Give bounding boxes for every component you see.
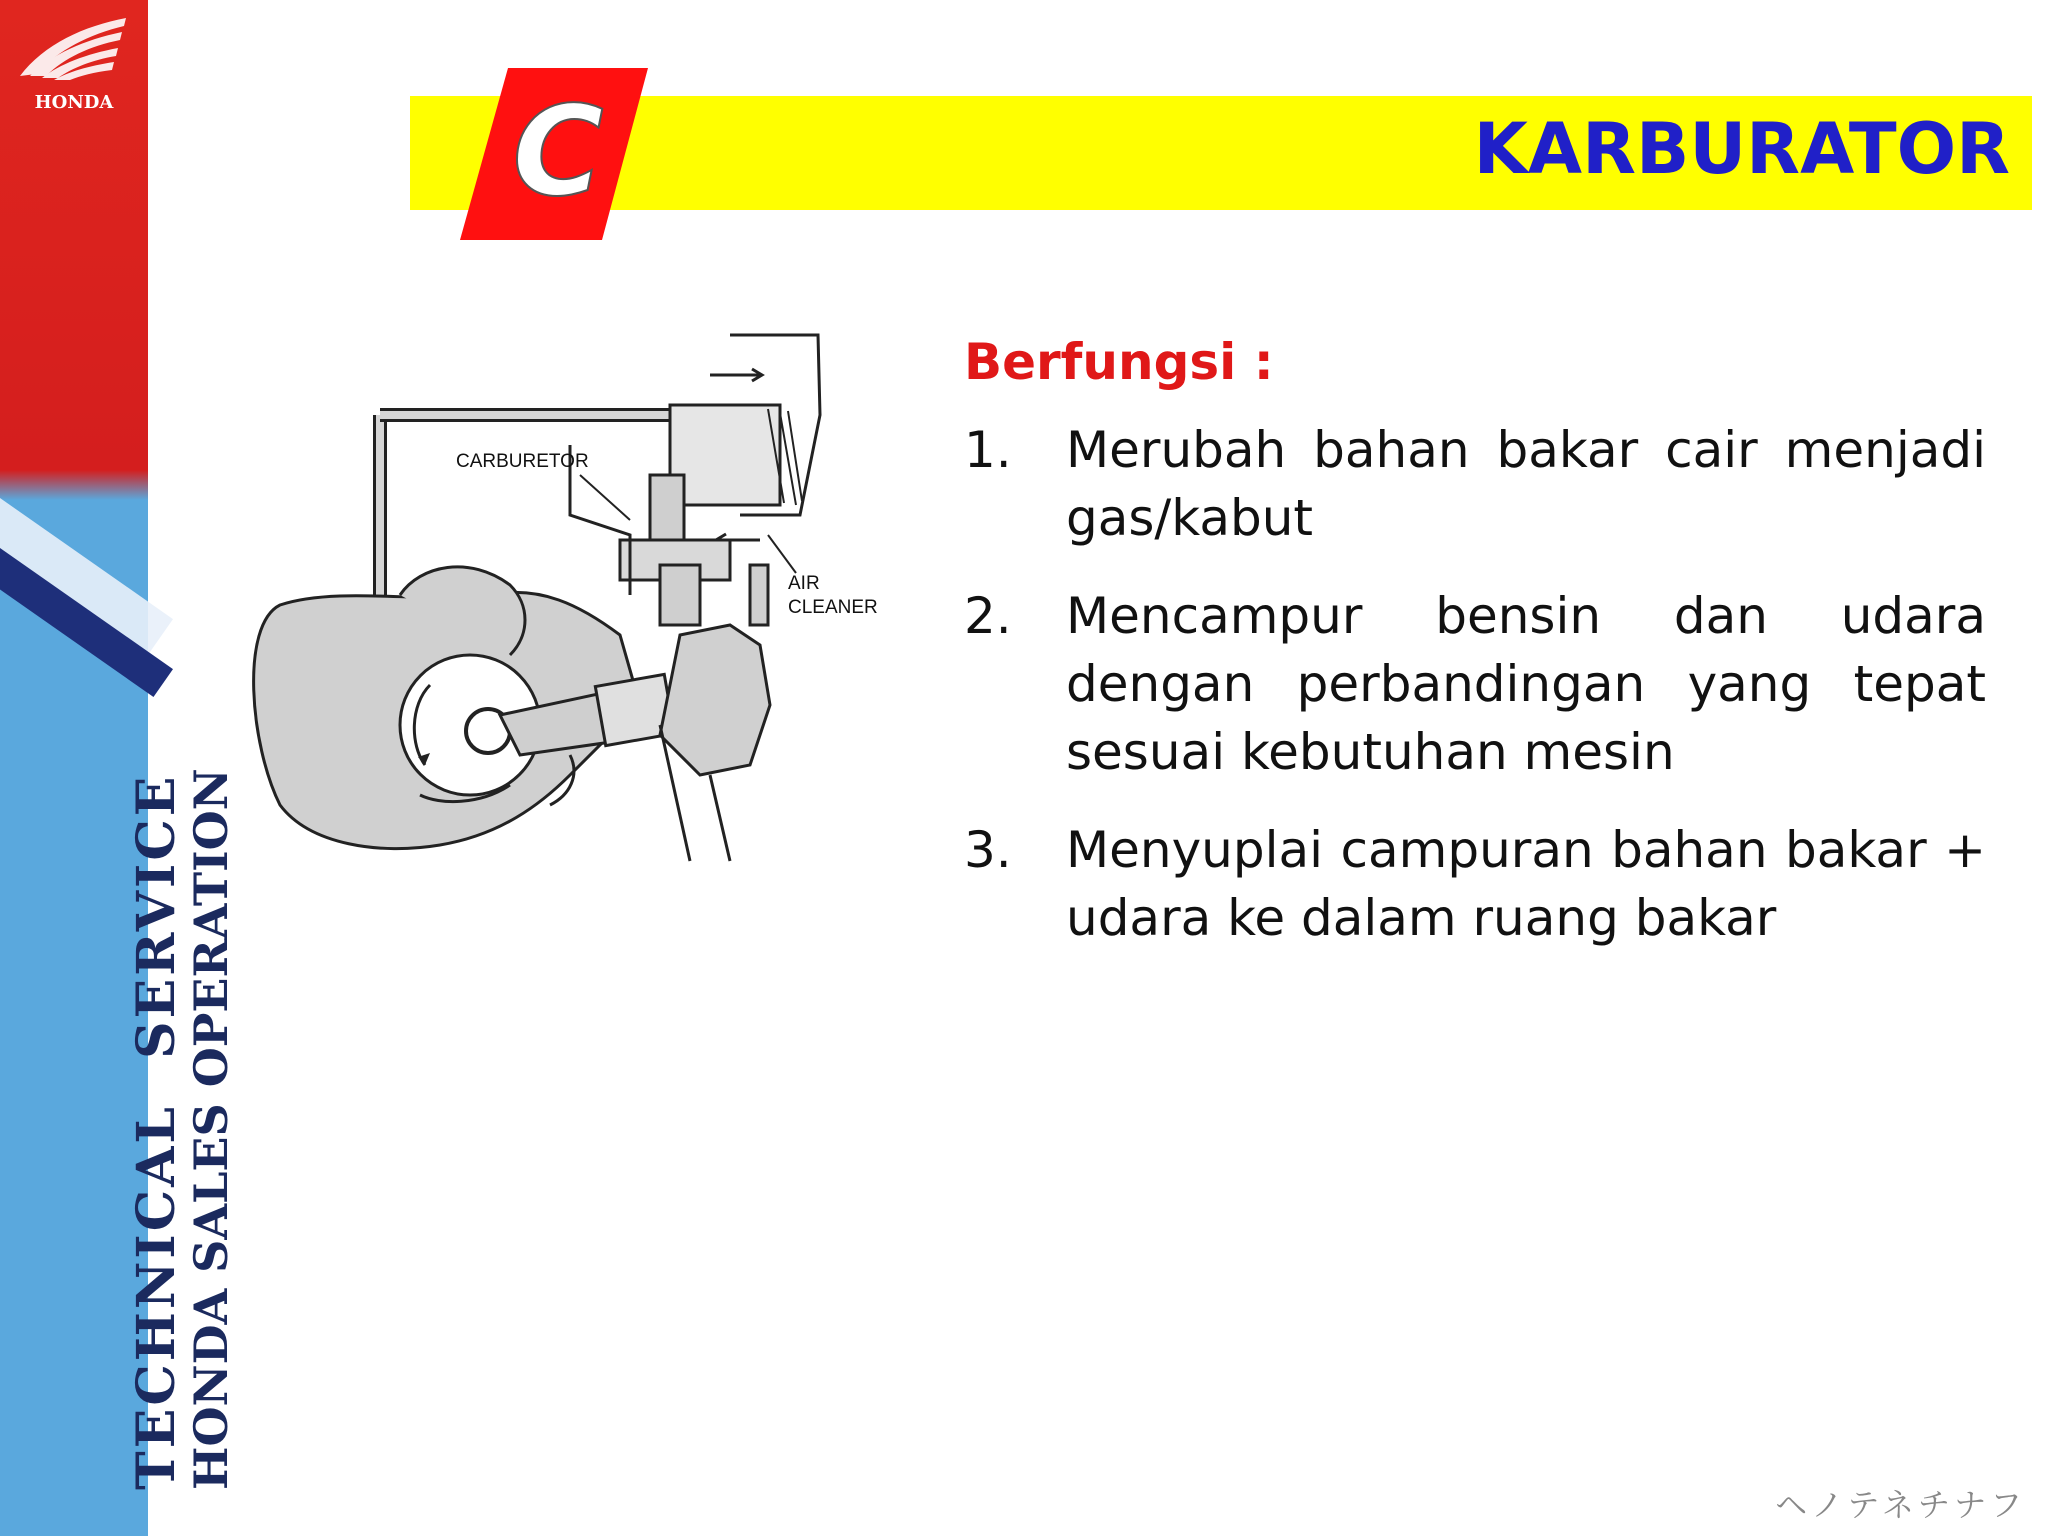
sidebar-line-honda-sales: HONDA SALES OPERATION [184, 768, 238, 1490]
label-air: AIR [788, 573, 820, 594]
label-carburetor: CARBURETOR [456, 451, 589, 472]
list-item [964, 816, 1986, 952]
sidebar-line-technical-service: TECHNICAL SERVICE [126, 773, 187, 1490]
footer-mark: ヘノテネチナフ [1775, 1486, 2026, 1524]
honda-logo-text: HONDA [34, 92, 114, 113]
list-item-number: 2. [964, 587, 1012, 645]
list-item-number: 3. [964, 821, 1012, 879]
honda-wing-logo [14, 14, 134, 124]
title-bar [410, 96, 2032, 210]
carburetor-engine-diagram [240, 305, 906, 861]
content-panel [964, 330, 1986, 982]
sidebar-banner [0, 0, 238, 1536]
section-badge [460, 68, 648, 240]
list-item-number: 1. [964, 421, 1012, 479]
page-title: KARBURATOR [1473, 108, 2010, 190]
list-item-text: Mencampur bensin dan udara dengan perbandingan yang tepat sesuai kebutuhan mesin [1066, 587, 1986, 781]
list-item [964, 582, 1986, 786]
label-cleaner: CLEANER [788, 597, 878, 618]
content-heading: Berfungsi : [964, 333, 1274, 391]
list-item [964, 416, 1986, 552]
list-item-text: Menyuplai campuran bahan bakar + udara ke dalam ruang bakar [1066, 821, 1986, 947]
list-item-text: Merubah bahan bakar cair menjadi gas/kabut [1066, 421, 1986, 547]
sidebar-vertical-text [128, 768, 236, 1490]
section-badge-letter: C [512, 80, 604, 224]
